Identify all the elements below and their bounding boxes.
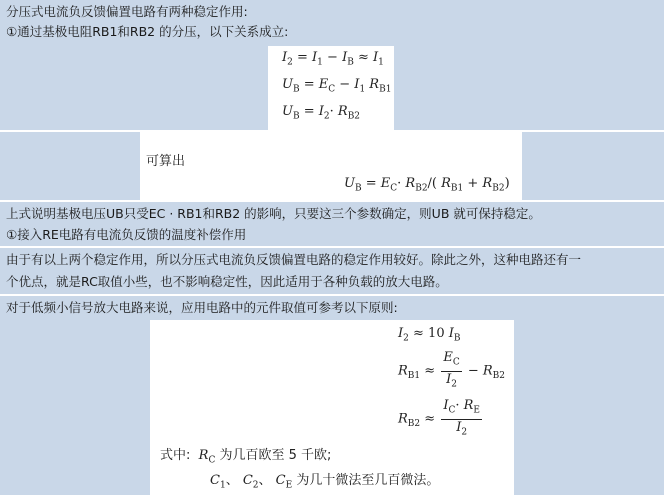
text-line-2: ①通过基极电阻RB1和RB2 的分压，以下关系成立: [6,24,289,39]
note-c: $C_1$、 $C_2$、 $C_E$ 为几十微法至几百微法。 [210,473,440,491]
formula-ub-2: $U_B = I_2\cdot R_{B2}$ [282,104,361,122]
formula-i2: $I_2 = I_1 - I_B \approx I_1$ [282,50,384,68]
note-rc-text: 为几百欧至 5 千欧; [219,448,332,463]
formula-ub-result: $U_B = E_C\cdot R_{B2}/$( $R_{B1} + R_{B2}$) [344,176,510,194]
note-rc: 式中: $R_C$ 为几百欧至 5 千欧; [160,448,332,466]
formula-rb1: $R_{B1}$ ≈ $\frac{E_C}{I_2}$ − $R_{B2}$ [398,350,505,390]
formula-i2-10ib: $I_2 \approx 10$ $I_B$ [398,326,461,344]
formula-block-2 [140,132,522,200]
calc-label: 可算出 [146,154,186,169]
note-c-text: 为几十微法至几百微法。 [296,473,440,488]
formula-ub-1: $U_B = E_C - I_1$ $R_{B1}$ [282,77,392,95]
text-line-3: 上式说明基极电压UB只受EC · RB1和RB2 的影响，只要这三个参数确定，则UB 就可保持稳定。 [6,206,541,221]
text-line-7: 对于低频小信号放大电路来说，应用电路中的元件取值可参考以下原则: [6,300,398,315]
formula-block-3 [150,320,514,495]
text-line-1: 分压式电流负反馈偏置电路有两种稳定作用: [6,4,248,19]
note-prefix: 式中: [160,448,191,463]
formula-rb2: $R_{B2}$ ≈ $\frac{I_C\cdot R_E}{I_2}$ [398,398,480,438]
text-line-6: 个优点，就是RC取值小些，也不影响稳定性，因此适用于各种负载的放大电路。 [6,274,448,289]
formula-block-1 [268,46,394,130]
text-line-4: ①接入RE电路有电流负反馈的温度补偿作用 [6,227,247,242]
text-line-5: 由于有以上两个稳定作用，所以分压式电流负反馈偏置电路的稳定作用较好。除此之外，这种电路还有一 [6,252,582,267]
